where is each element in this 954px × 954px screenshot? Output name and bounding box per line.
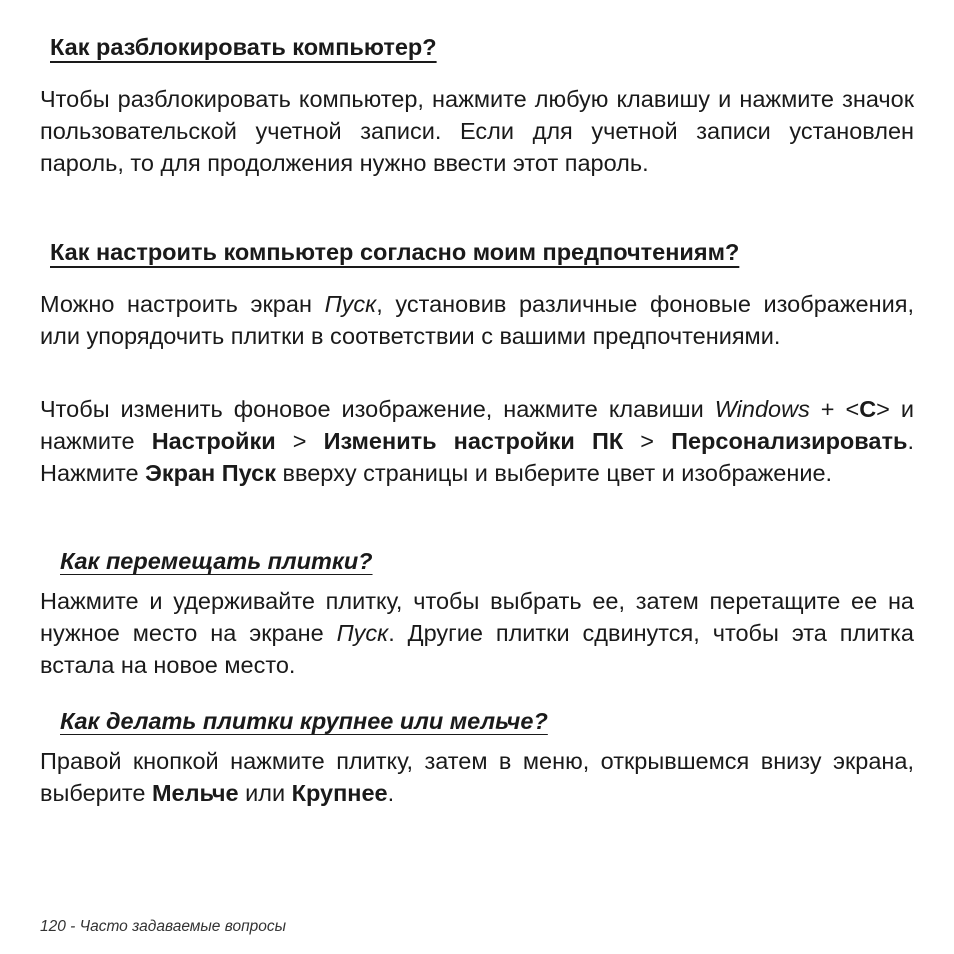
key-c: C [859, 396, 877, 422]
larger-term: Крупнее [291, 780, 388, 806]
paragraph-personalize-intro: Можно настроить экран Пуск, установив различные фоновые изображения, или упорядочить плитки в соответствии с вашими предпочтениями. [40, 291, 914, 349]
heading-personalize-computer: Как настроить компьютер согласно моим предпочтениям? [50, 239, 740, 265]
change-pc-settings-term: Изменить настройки ПК [323, 428, 624, 454]
paragraph-resize-tiles: Правой кнопкой нажмите плитку, затем в меню, открывшемся внизу экрана, выберите Мельче или Крупнее. [40, 748, 914, 806]
windows-key-term: Windows [714, 396, 810, 422]
paragraph-move-tiles: Нажмите и удерживайте плитку, чтобы выбрать ее, затем перетащите ее на нужное место на экране Пуск. Другие плитки сдвинутся, чтобы эта плитка встала на новое место. [40, 588, 914, 678]
start-screen-bold-term: Экран Пуск [145, 460, 276, 486]
personalize-term: Персонализировать [671, 428, 908, 454]
start-screen-term: Пуск [324, 291, 377, 317]
paragraph-unlock-computer: Чтобы разблокировать компьютер, нажмите любую клавишу и нажмите значок пользовательской учетной записи. Если для учетной записи установлен пароль, то для продолжения нужно ввести этот пароль. [40, 86, 914, 176]
paragraph-change-background: Чтобы изменить фоновое изображение, нажмите клавиши Windows + <C> и нажмите Настройки > Изменить настройки ПК > Персонализировать. Нажмите Экран Пуск вверху страницы и выберите цвет и изображение. [40, 396, 914, 486]
settings-term: Настройки [151, 428, 276, 454]
page-footer: 120 - Часто задаваемые вопросы [40, 918, 287, 935]
heading-resize-tiles: Как делать плитки крупнее или мельче? [60, 708, 548, 734]
start-screen-term: Пуск [336, 620, 389, 646]
smaller-term: Мельче [151, 780, 239, 806]
heading-move-tiles: Как перемещать плитки? [60, 548, 373, 574]
heading-unlock-computer: Как разблокировать компьютер? [50, 34, 437, 60]
